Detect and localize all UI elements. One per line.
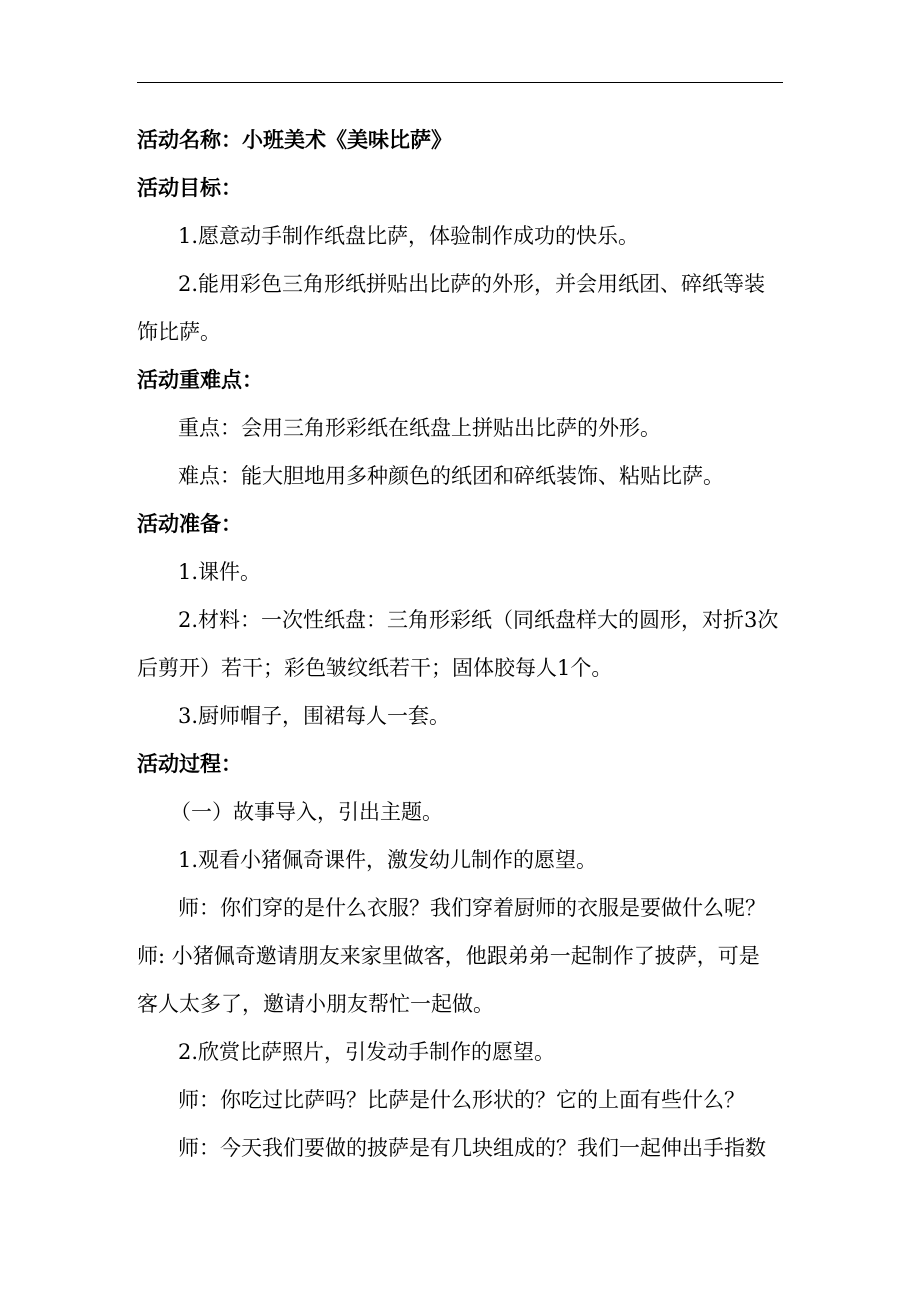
prep-2-line-1: 2.材料：一次性纸盘：三角形彩纸（同纸盘样大的圆形，对折3次 <box>178 608 779 632</box>
keypoint: 重点：会用三角形彩纸在纸盘上拼贴出比萨的外形。 <box>178 416 661 440</box>
prep-2-line-2: 后剪开）若干；彩色皱纹纸若干；固体胶每人1个。 <box>137 656 613 680</box>
activity-title: 活动名称：小班美术《美味比萨》 <box>137 127 452 152</box>
prep-1: 1.课件。 <box>178 560 262 584</box>
keypoints-heading: 活动重难点： <box>137 367 263 392</box>
step-1-title: （一）故事导入，引出主题。 <box>170 800 443 824</box>
step-1-1: 1.观看小猪佩奇课件，激发幼儿制作的愿望。 <box>178 848 598 872</box>
goal-1: 1.愿意动手制作纸盘比萨，体验制作成功的快乐。 <box>178 224 640 248</box>
prep-3: 3.厨师帽子，围裙每人一套。 <box>178 704 451 728</box>
teacher-line-1: 师：你们穿的是什么衣服？我们穿着厨师的衣服是要做什么呢？ <box>178 896 766 920</box>
teacher-line-3: 师：你吃过比萨吗？比萨是什么形状的？它的上面有些什么？ <box>178 1088 745 1112</box>
header-rule <box>137 82 783 83</box>
goal-2-line-1: 2.能用彩色三角形纸拼贴出比萨的外形，并会用纸团、碎纸等装 <box>178 272 766 296</box>
goal-2-line-2: 饰比萨。 <box>137 320 221 344</box>
teacher-line-4: 师：今天我们要做的披萨是有几块组成的？我们一起伸出手指数 <box>178 1136 766 1160</box>
step-1-2: 2.欣赏比萨照片，引发动手制作的愿望。 <box>178 1040 556 1064</box>
prep-heading: 活动准备： <box>137 511 242 536</box>
process-heading: 活动过程： <box>137 751 242 776</box>
teacher-line-2b: 客人太多了，邀请小朋友帮忙一起做。 <box>137 992 494 1016</box>
document-body <box>137 116 785 1172</box>
teacher-line-2a: 师: 小猪佩奇邀请朋友来家里做客，他跟弟弟一起制作了披萨，可是 <box>137 944 760 968</box>
goals-heading: 活动目标： <box>137 175 242 200</box>
difficulty: 难点：能大胆地用多种颜色的纸团和碎纸装饰、粘贴比萨。 <box>178 464 724 488</box>
